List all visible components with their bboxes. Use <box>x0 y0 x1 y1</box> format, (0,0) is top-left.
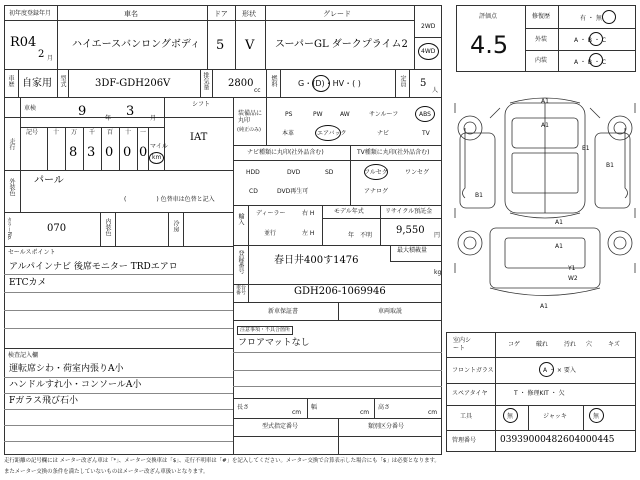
seat-ana: 穴 <box>586 341 593 348</box>
damage-a1-rear: A1 <box>540 303 548 310</box>
interior-b-circle <box>589 53 603 67</box>
navi-dvd-play: DVD再生可 <box>277 188 309 195</box>
reg-era: R04 <box>10 35 37 50</box>
mileage-digit-2: 3 <box>87 145 96 160</box>
width-unit: cm <box>360 409 370 416</box>
unit-header-2: 万 <box>71 129 78 136</box>
repair-none-circle <box>602 10 616 24</box>
accident-label: 冷房 <box>172 220 179 232</box>
unit-header-4: 百 <box>107 129 114 136</box>
height-unit: cm <box>428 409 438 416</box>
seat-kizu: キズ <box>608 341 620 348</box>
import-dealer: ディーラー <box>256 210 286 217</box>
car-name-label: 車名 <box>124 10 138 18</box>
fuel-diesel-circle <box>312 75 330 92</box>
grade-label: グレード <box>323 10 351 18</box>
mileage-digit-5: 0 <box>139 145 148 160</box>
equip-leather: 本革 <box>282 130 295 137</box>
inspector-line-1: 運転席シわ・荷室内張りA小 <box>9 364 124 374</box>
interior-options: A ・ B ・ C <box>574 59 607 66</box>
class-no-label: 類別区分番号 <box>368 423 405 430</box>
color-value: パール <box>34 175 64 186</box>
cap-unit: 人 <box>432 87 439 94</box>
type-no-label: 型式指定番号 <box>262 423 299 430</box>
glass-label: フロントガラス <box>452 367 494 374</box>
equip-navi: ナビ <box>377 130 390 137</box>
drive-2wd: 2WD <box>421 23 436 30</box>
shift-label: シフト <box>192 101 211 108</box>
model-year-unknown: 年 不明 <box>348 232 373 239</box>
mileage-label: 走行 <box>8 138 15 150</box>
spare-options: T ・ 修理KIT ・ 欠 <box>514 390 565 397</box>
unit-header-5: 十 <box>125 129 132 136</box>
score-value: 4.5 <box>470 31 509 59</box>
navi-hdd: HDD <box>246 169 260 176</box>
unit-header-6: 一 <box>140 129 147 136</box>
import-left: 左 H <box>302 230 315 237</box>
shaken-month: 3 <box>126 104 135 119</box>
tools-value: 無 <box>507 413 514 420</box>
jack-value: 無 <box>593 413 600 420</box>
reg-no-value: 春日井400す1476 <box>274 255 359 266</box>
tv-title: TV種類に丸印(社外品含む) <box>357 149 430 156</box>
import-label: 輸入 <box>237 213 244 225</box>
doors-label: ドア <box>214 10 228 18</box>
mileage-digit-1: 8 <box>69 145 78 160</box>
unit-header-1: 十 <box>53 129 60 136</box>
sales-line-2: ETCカメ <box>9 278 47 288</box>
cap-value: 5 <box>420 78 427 89</box>
cap-label: 定員 <box>399 75 406 87</box>
interior-score-label: 内装 <box>535 57 548 64</box>
recycle-yen: 円 <box>434 232 441 239</box>
tv-analog: アナログ <box>364 188 389 195</box>
km-label: km <box>152 154 162 161</box>
equip-title: 装備品に丸印 <box>238 110 263 125</box>
disp-unit: cc <box>254 87 261 94</box>
sales-label: セールスポイント <box>8 249 56 256</box>
import-right: 右 H <box>302 210 315 217</box>
recycle-value: 9,550 <box>396 225 425 236</box>
seat-yabure: 破れ <box>536 341 549 348</box>
height-label: 高さ <box>378 404 391 411</box>
manual-label: 車両取説 <box>378 308 403 315</box>
reg-year-label: 初年度登録年月 <box>9 10 52 17</box>
use-value: 自家用 <box>22 78 52 89</box>
disp-label: 排気量 <box>202 72 209 90</box>
month-unit: 月 <box>150 115 157 122</box>
mileage-digit-4: 0 <box>123 145 132 160</box>
warranty-label: 新車保証書 <box>268 308 299 315</box>
repair-label: 修復歴 <box>532 13 551 20</box>
equip-airbag: エアバック <box>317 130 347 137</box>
seat-label: 室内シート <box>453 337 472 352</box>
inspector-line-2: ハンドルすれ小・コンソールA小 <box>9 380 142 390</box>
mileage-digit-3: 0 <box>105 145 114 160</box>
equip-sunroof: サンルーフ <box>369 111 399 118</box>
navi-sd: SD <box>325 169 334 176</box>
footer-line-1: 走行距離の記号欄には メーター改ざん車は「*」、メーター交換車は「$」、走行不明車は「#」を記入してください。メーター交換で合算表示した場合にも「$」は必要となります。 <box>4 458 440 464</box>
length-label: 長さ <box>237 404 250 411</box>
damage-a1-top2: A1 <box>541 122 549 129</box>
reg-month-unit: 月 <box>47 55 54 62</box>
notes-value: フロアマットなし <box>238 338 310 348</box>
damage-e1: E1 <box>582 145 590 152</box>
damage-b1-left: B1 <box>475 192 483 199</box>
navi-title: ナビ種類に丸印(社外品含む) <box>247 149 324 156</box>
disp-value: 2800 <box>228 78 254 89</box>
exterior-label: 外装 <box>535 36 548 43</box>
interior-label: 内装色 <box>104 218 111 236</box>
sales-line-1: アルパインナビ 後席モニター TRDエアロ <box>9 262 178 272</box>
model-label: 型式 <box>59 75 66 87</box>
shaken-label: 車検 <box>24 105 37 112</box>
grade-value: スーパーGL ダークプライム2 <box>275 39 408 50</box>
shaken-year: 9 <box>78 104 87 119</box>
damage-a1-side: A1 <box>555 219 563 226</box>
damage-a1-side2: A1 <box>555 243 563 250</box>
unit-header-3: 千 <box>89 129 96 136</box>
use-label: 車歴 <box>7 75 14 87</box>
damage-b1-right: B1 <box>606 162 614 169</box>
import-parallel: 並行 <box>264 230 277 237</box>
doors-value: 5 <box>216 38 225 53</box>
length-unit: cm <box>292 409 302 416</box>
equip-sub: (純正のみ) <box>237 127 261 133</box>
notes-label: 注意事項・不具合箇所 <box>237 326 293 335</box>
navi-dvd: DVD <box>287 169 301 176</box>
color-note: ( ) 色替車は色替と記入 <box>124 196 215 203</box>
exterior-b-circle <box>589 32 603 46</box>
chassis-label: 車台番号 <box>236 285 247 296</box>
navi-cd: CD <box>249 188 258 195</box>
model-year-label: モデル年式 <box>334 208 364 215</box>
repair-options: 有 ・ 無 <box>580 15 602 22</box>
car-name: ハイエースバンロングボディ <box>72 39 201 50</box>
jack-label: ジャッキ <box>543 413 567 420</box>
damage-w2: W2 <box>568 275 578 282</box>
color-no-value: 070 <box>47 223 67 234</box>
fuel-label: 燃料 <box>270 75 277 87</box>
unit-header-0: 記号 <box>26 129 39 136</box>
color-no-label: カラーNo. <box>6 217 12 241</box>
reg-month: 2 <box>38 49 45 60</box>
equip-aw: AW <box>340 111 350 118</box>
seat-yogore: 汚れ <box>564 341 577 348</box>
spare-label: スペアタイヤ <box>452 390 488 397</box>
damage-y1: Y1 <box>568 265 576 272</box>
year-unit: 年 <box>105 115 112 122</box>
equip-pw: PW <box>313 111 323 118</box>
manage-no: 03939000482604000445 <box>500 435 615 445</box>
shift-value: IAT <box>190 132 208 143</box>
recycle-label: リサイクル預託金 <box>385 208 433 215</box>
inspector-label: 検査記入欄 <box>8 352 39 359</box>
max-load-label: 最大積載量 <box>397 247 428 254</box>
seat-koge: コゲ <box>508 341 521 348</box>
shape-label: 形状 <box>242 10 256 18</box>
equip-tv: TV <box>422 130 430 137</box>
manage-label: 管理番号 <box>452 437 477 444</box>
tv-fullseg: フルセグ <box>364 169 388 176</box>
shape-value: V <box>245 38 255 53</box>
equip-ps: PS <box>285 111 293 118</box>
reg-no-label: 登録番号 <box>237 250 244 274</box>
chassis-value: GDH206-1069946 <box>294 286 386 297</box>
glass-options: A ・ × 要入 <box>543 367 576 374</box>
color-label: 外装色 <box>8 178 15 196</box>
damage-a1-top: A1 <box>541 98 549 105</box>
equip-abs: ABS <box>419 111 431 118</box>
score-label: 評価点 <box>479 13 498 20</box>
inspector-line-3: Fガラス飛び石小 <box>9 396 78 406</box>
fuel-value: G・(D)・HV・( ) <box>298 79 361 88</box>
mile-label: マイル <box>150 143 168 150</box>
width-label: 幅 <box>311 404 318 411</box>
footer-line-2: またメーター交換の条件を満たしていないものはメーター改ざん車扱いとなります。 <box>4 469 209 475</box>
tv-oneseg: ワンセグ <box>405 169 430 176</box>
drive-4wd: 4WD <box>421 48 436 55</box>
max-load-unit: kg <box>434 269 442 276</box>
tools-label: 工具 <box>460 413 473 420</box>
exterior-options: A ・ B ・ C <box>574 37 607 44</box>
model-value: 3DF-GDH206V <box>95 78 171 89</box>
